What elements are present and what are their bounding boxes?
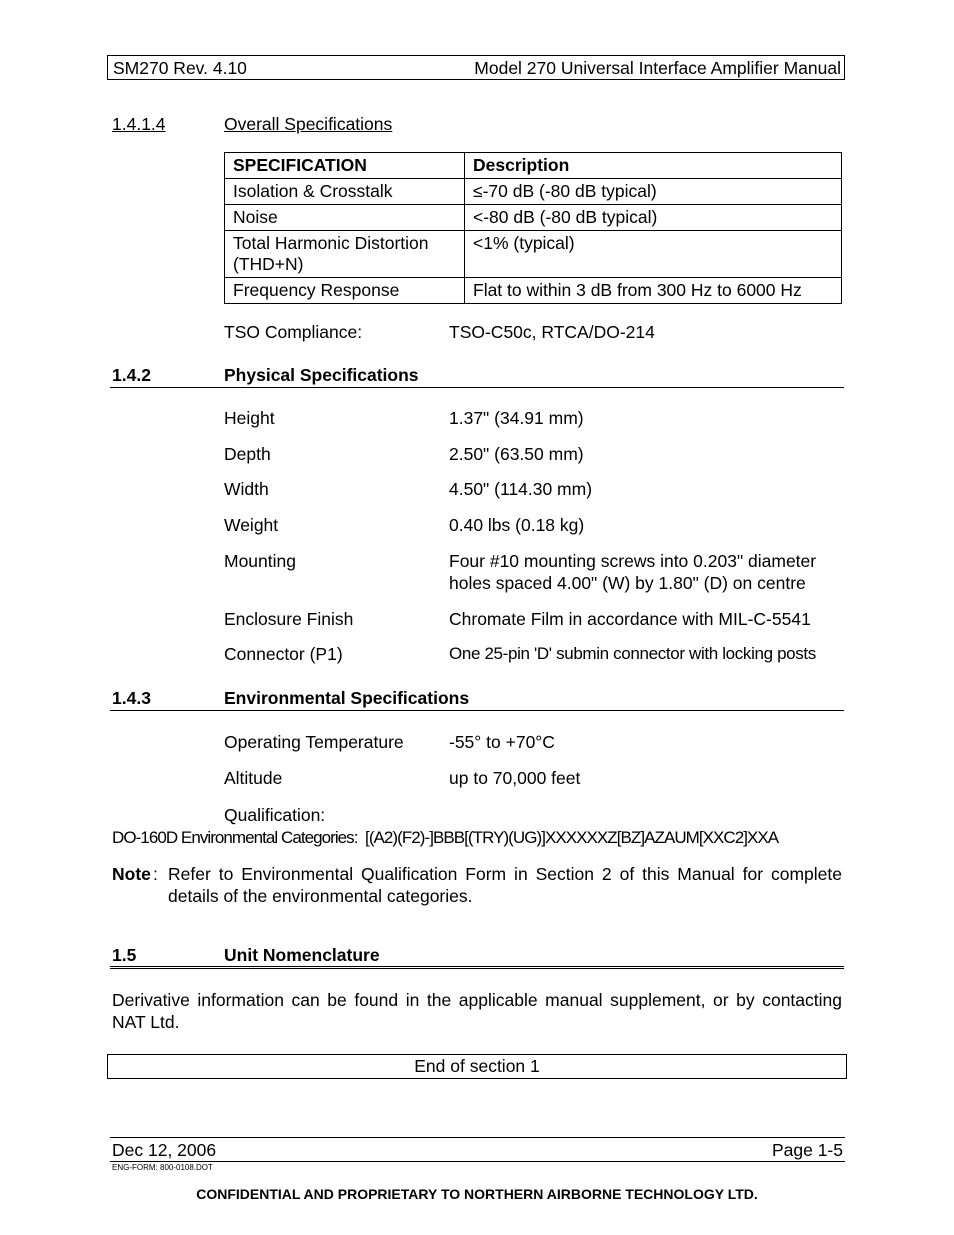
page-footer [110, 1137, 845, 1162]
overall-specifications-table [224, 152, 842, 304]
table-cell: Total Harmonic Distortion (THD+N) [225, 231, 465, 278]
table-cell: ≤-70 dB (-80 dB typical) [465, 179, 842, 205]
table-cell: Isolation & Crosstalk [225, 179, 465, 205]
tso-label: TSO Compliance: [224, 322, 363, 342]
section-divider-double [110, 966, 844, 969]
table-row [225, 278, 842, 304]
table-header-cell: SPECIFICATION [225, 153, 465, 179]
table-row [225, 179, 842, 205]
spec-value: Chromate Film in accordance with MIL-C-5541 [449, 609, 811, 629]
section-1414-number: 1.4.1.4 [112, 114, 166, 134]
spec-label: Depth [224, 444, 271, 464]
spec-value: 1.37" (34.91 mm) [449, 408, 584, 428]
env-label: Operating Temperature [224, 732, 404, 752]
spec-label: Weight [224, 515, 279, 535]
doc-title: Model 270 Universal Interface Amplifier Manual [474, 58, 841, 78]
section-15-body: Derivative information can be found in the applicable manual supplement, or by contacting NAT Ltd. [112, 990, 842, 1032]
spec-label: Width [224, 479, 269, 499]
section-143-title: Environmental Specifications [224, 688, 470, 708]
note-text: Refer to Environmental Qualification Form in Section 2 of this Manual for complete details of the environmental categories. [168, 864, 842, 906]
table-cell: <1% (typical) [465, 231, 842, 278]
footer-date: Dec 12, 2006 [112, 1140, 217, 1160]
section-divider [110, 387, 844, 388]
qualification-label: Qualification: [224, 805, 326, 825]
note-colon: : [153, 864, 158, 884]
do160d-categories: DO-160D Environmental Categories: [(A2)(F2)-]BBB[(TRY)(UG)]XXXXXXZ[BZ]AZAUM[XXC2]XXA [112, 828, 779, 847]
spec-value: 0.40 lbs (0.18 kg) [449, 515, 585, 535]
spec-value: 2.50" (63.50 mm) [449, 444, 584, 464]
page-header [107, 55, 845, 80]
section-143-number: 1.4.3 [112, 688, 151, 708]
end-of-section-box: End of section 1 [107, 1054, 847, 1079]
table-row [225, 205, 842, 231]
spec-label: Height [224, 408, 275, 428]
spec-value: Four #10 mounting screws into 0.203" diameter holes spaced 4.00" (W) by 1.80" (D) on centre [449, 551, 817, 593]
env-label: Altitude [224, 768, 283, 788]
env-value: up to 70,000 feet [449, 768, 581, 788]
footer-page: Page 1-5 [771, 1140, 843, 1160]
spec-value: 4.50" (114.30 mm) [449, 479, 593, 499]
spec-label: Enclosure Finish [224, 609, 354, 629]
section-15-title: Unit Nomenclature [224, 945, 380, 965]
section-142-number: 1.4.2 [112, 365, 151, 385]
table-cell: Flat to within 3 dB from 300 Hz to 6000 Hz [465, 278, 842, 304]
table-header-row [225, 153, 842, 179]
table-cell: <-80 dB (-80 dB typical) [465, 205, 842, 231]
table-header-cell: Description [465, 153, 842, 179]
note-label: Note [112, 864, 151, 884]
spec-label: Mounting [224, 551, 296, 571]
footer-form-id: ENG-FORM: 800-0108.DOT [112, 1163, 213, 1172]
section-142-title: Physical Specifications [224, 365, 419, 385]
spec-value: One 25-pin 'D' submin connector with locking posts [449, 644, 816, 663]
doc-number: SM270 Rev. 4.10 [113, 58, 247, 78]
tso-value: TSO-C50c, RTCA/DO-214 [449, 322, 655, 342]
table-cell: Frequency Response [225, 278, 465, 304]
confidential-notice: CONFIDENTIAL AND PROPRIETARY TO NORTHERN AIRBORNE TECHNOLOGY LTD. [196, 1186, 758, 1202]
env-value: -55° to +70°C [449, 732, 555, 752]
table-cell: Noise [225, 205, 465, 231]
section-1414-title: Overall Specifications [224, 114, 393, 134]
spec-label: Connector (P1) [224, 644, 343, 664]
section-15-number: 1.5 [112, 945, 137, 965]
section-divider [110, 710, 844, 711]
table-row [225, 231, 842, 278]
